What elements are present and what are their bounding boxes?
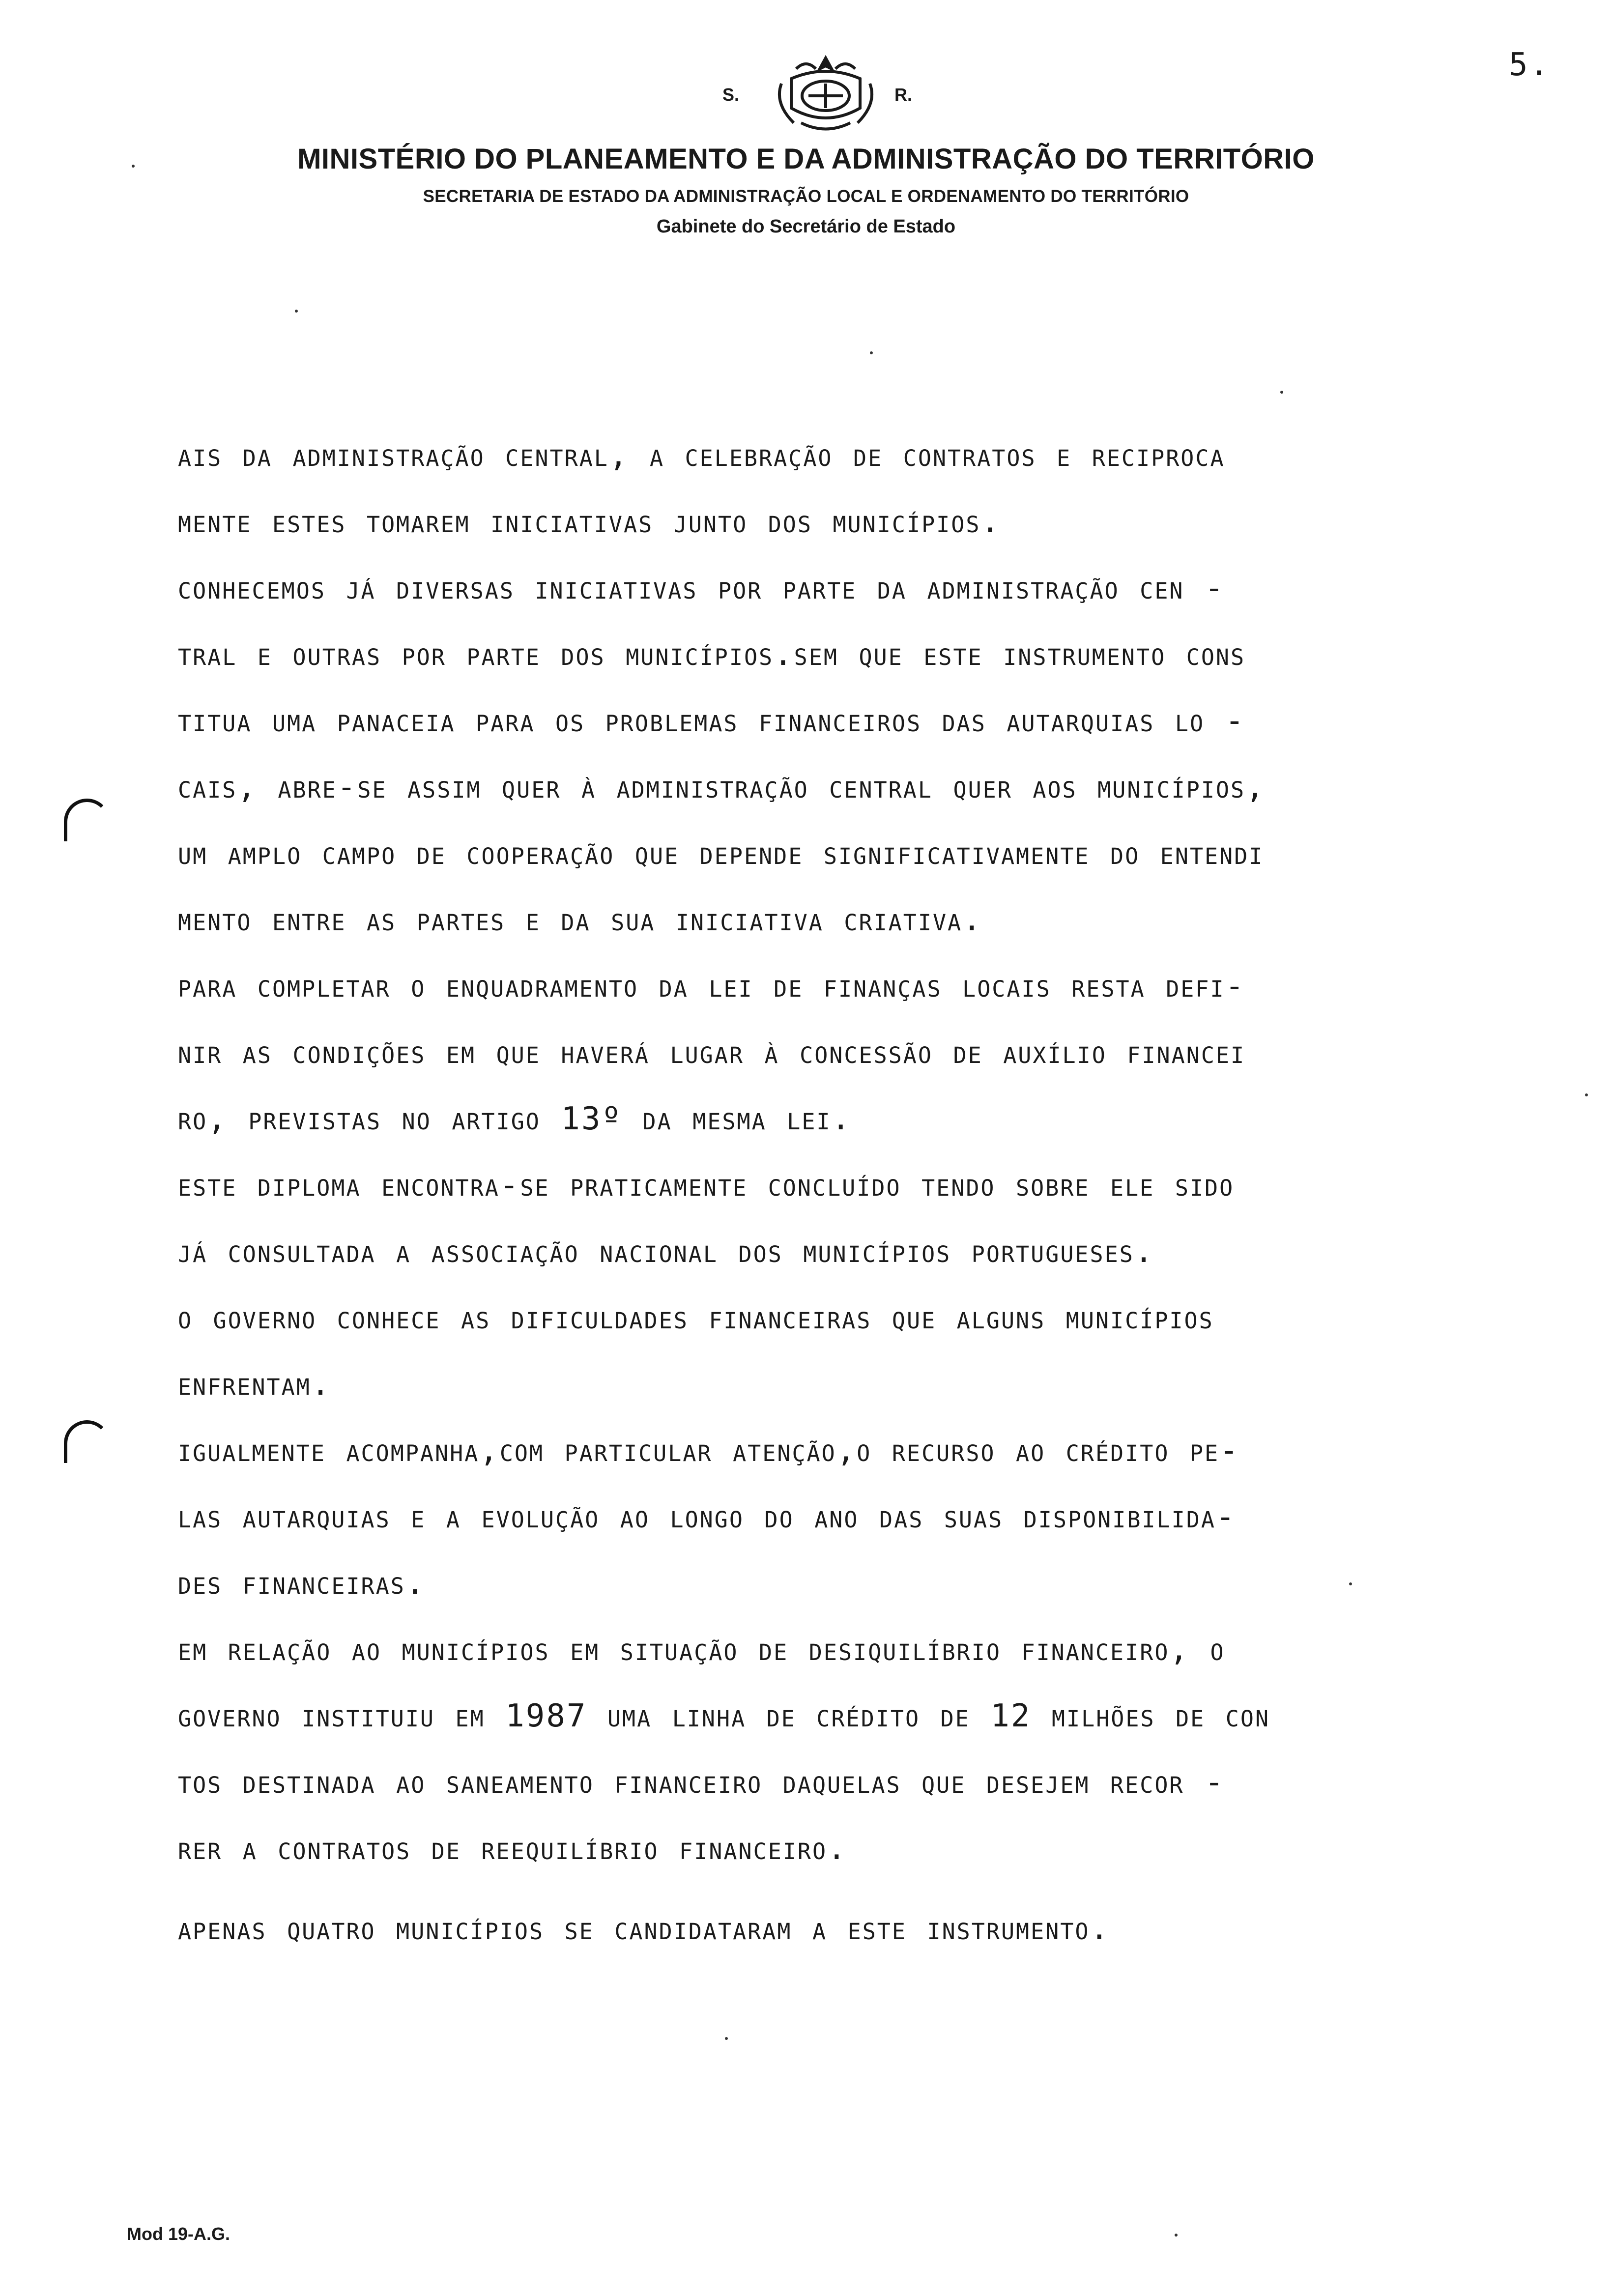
body-line: um amplo campo de cooperação que depende significativamente do entendi: [178, 835, 1264, 872]
form-code-footer: Mod 19-A.G.: [127, 2224, 230, 2244]
scan-speck: [295, 310, 298, 313]
body-line: conhecemos já diversas iniciativas por parte da administração cen -: [178, 570, 1225, 606]
scan-speck: [1585, 1093, 1588, 1096]
secretaria-subtitle: SECRETARIA DE ESTADO DA ADMINISTRAÇÃO LOCAL E ORDENAMENTO DO TERRITÓRIO: [423, 187, 1189, 206]
scan-speck: [870, 351, 873, 354]
body-line: mente estes tomarem iniciativas junto dos municípios.: [178, 504, 1001, 540]
seal-left-mark: S.: [722, 85, 740, 105]
body-line: tral e outras por parte dos municípios.sem que este instrumento cons: [178, 636, 1246, 673]
body-line: em relação ao municípios em situação de desiquilíbrio financeiro, o: [178, 1632, 1225, 1668]
seal-right-mark: R.: [894, 85, 912, 105]
body-line: nir as condições em que haverá lugar à concessão de auxílio financei: [178, 1034, 1246, 1071]
scan-speck: [1349, 1582, 1352, 1585]
page-number: 5.: [1509, 47, 1551, 83]
body-line: igualmente acompanha,com particular atenção,o recurso ao crédito pe-: [178, 1433, 1240, 1469]
body-line: governo instituiu em 1987 uma linha de crédito de 12 milhões de con: [178, 1698, 1270, 1734]
body-line: enfrentam.: [178, 1366, 332, 1403]
body-line: ro, previstas no artigo 13º da mesma lei.: [178, 1101, 852, 1137]
body-line: já consultada a associação nacional dos municípios portugueses.: [178, 1234, 1155, 1270]
body-line: las autarquias e a evolução ao longo do ano das suas disponibilida-: [178, 1499, 1237, 1535]
scan-speck: [1280, 391, 1283, 394]
scan-speck: [725, 2037, 728, 2040]
body-line: apenas quatro municípios se candidataram a este instrumento.: [178, 1911, 1111, 1947]
scan-speck: [132, 165, 135, 168]
body-line: cais, abre-se assim quer à administração central quer aos municípios,: [178, 769, 1266, 805]
scan-speck: [1175, 2234, 1178, 2237]
gabinete-line: Gabinete do Secretário de Estado: [656, 216, 956, 237]
body-line: este diploma encontra-se praticamente concluído tendo sobre ele sido: [178, 1167, 1235, 1204]
ministry-title: MINISTÉRIO DO PLANEAMENTO E DA ADMINISTRAÇÃO DO TERRITÓRIO: [297, 143, 1315, 175]
body-line: ais da administração central, a celebração de contratos e reciproca: [178, 437, 1225, 474]
body-line: des financeiras.: [178, 1565, 426, 1602]
body-line: rer a contratos de reequilíbrio financeiro.: [178, 1831, 848, 1867]
body-line: mento entre as partes e da sua iniciativa criativa.: [178, 902, 983, 938]
body-line: para completar o enquadramento da lei de finanças locais resta defi-: [178, 968, 1246, 1004]
coat-of-arms-icon: [767, 49, 885, 138]
body-line: tos destinada ao saneamento financeiro daquelas que desejem recor -: [178, 1764, 1225, 1801]
body-line: o governo conhece as dificuldades financeiras que alguns municípios: [178, 1300, 1214, 1336]
letterhead-seal-row: [708, 49, 914, 147]
margin-bracket-mark: [64, 799, 110, 841]
body-line: titua uma panaceia para os problemas financeiros das autarquias lo -: [178, 703, 1246, 739]
document-body: [178, 423, 1564, 1962]
margin-bracket-mark: [64, 1420, 110, 1463]
